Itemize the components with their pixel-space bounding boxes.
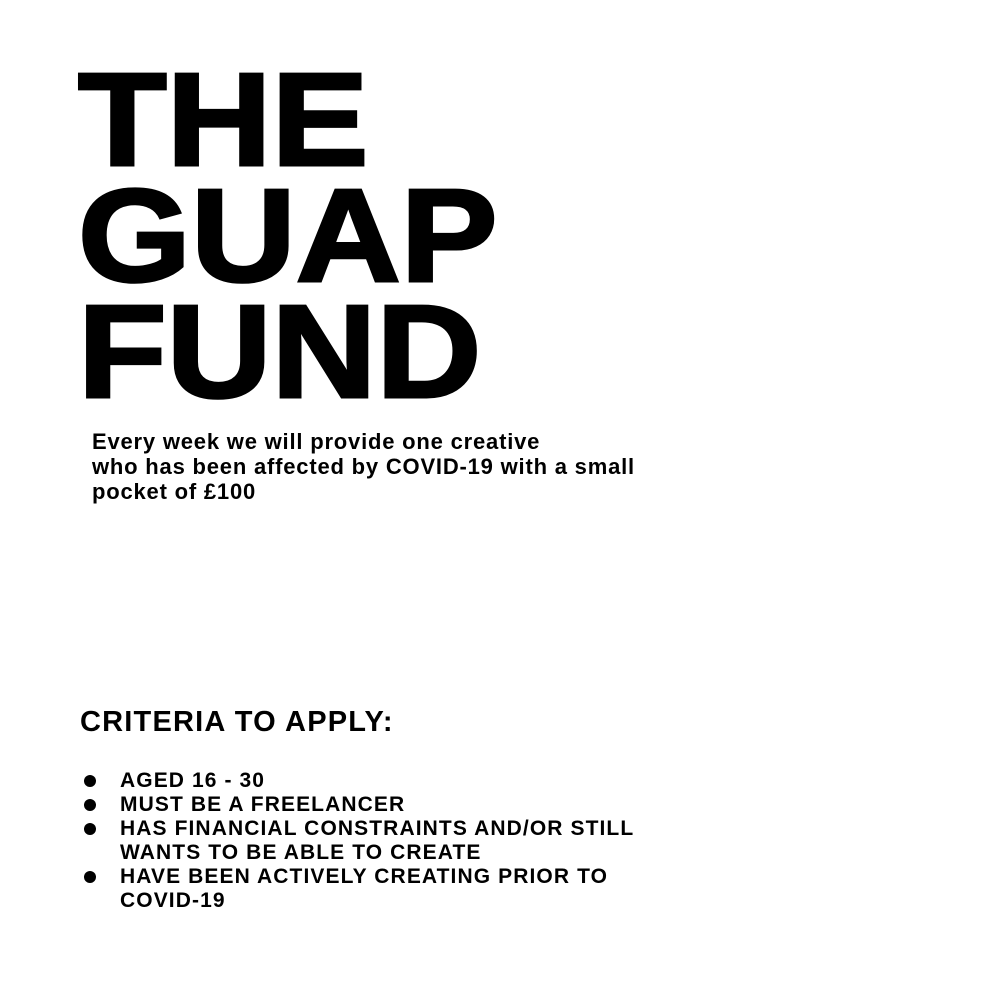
intro-text xyxy=(92,429,912,504)
criteria-line: MUST BE A FREELANCER xyxy=(120,793,406,816)
criteria-text xyxy=(120,769,924,793)
criteria-line: AGED 16 - 30 xyxy=(120,769,266,792)
title-line-the: THE xyxy=(78,46,369,193)
list-item xyxy=(84,793,924,817)
criteria-text xyxy=(120,793,924,817)
title-line-guap: GUAP xyxy=(78,162,498,309)
criteria-line: HAVE BEEN ACTIVELY CREATING PRIOR TO xyxy=(120,865,609,888)
title-line-fund: FUND xyxy=(78,278,482,425)
bullet-icon xyxy=(84,823,96,835)
criteria-line: COVID-19 xyxy=(120,889,226,912)
list-item xyxy=(84,865,924,913)
criteria-text xyxy=(120,865,924,913)
intro-line: pocket of £100 xyxy=(92,479,257,504)
bullet-icon xyxy=(84,799,96,811)
list-item xyxy=(84,769,924,793)
intro-line: Every week we will provide one creative xyxy=(92,429,541,454)
bullet-icon xyxy=(84,775,96,787)
criteria-heading: CRITERIA TO APPLY: xyxy=(80,706,394,738)
criteria-line: HAS FINANCIAL CONSTRAINTS AND/OR STILL xyxy=(120,817,635,840)
criteria-list xyxy=(84,769,924,913)
list-item xyxy=(84,817,924,865)
page-title xyxy=(78,46,498,425)
intro-line: who has been affected by COVID-19 with a small xyxy=(92,454,635,479)
criteria-line: WANTS TO BE ABLE TO CREATE xyxy=(120,841,482,864)
criteria-text xyxy=(120,817,924,865)
bullet-icon xyxy=(84,871,96,883)
